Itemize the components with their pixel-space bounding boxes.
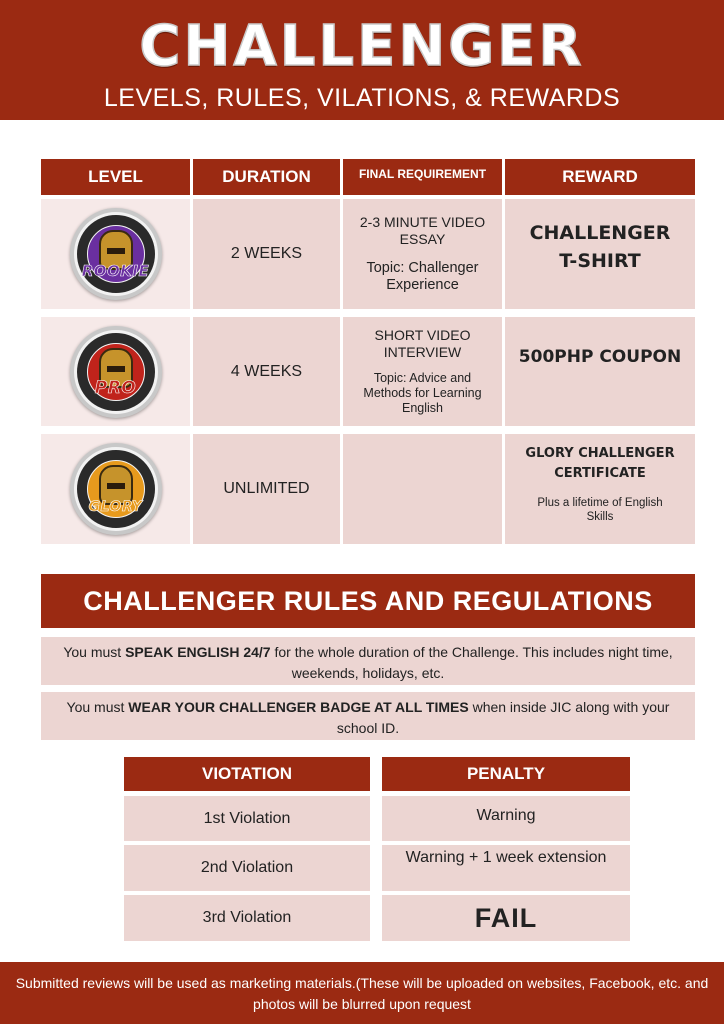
rule-emphasis: WEAR YOUR CHALLENGER BADGE AT ALL TIMES [128, 699, 469, 715]
rule-item [41, 637, 695, 685]
pro-badge-icon [70, 326, 162, 418]
violation-value: 1st Violation [203, 809, 291, 827]
rule-text: for the whole duration of the Challenge. This includes night time, weekends, holidays, etc. [270, 644, 673, 681]
rule-item [41, 692, 695, 740]
penalty-header [382, 757, 630, 791]
penalty-cell [382, 796, 630, 841]
rookie-badge-icon [70, 208, 162, 300]
levels-header-reward [505, 159, 695, 195]
penalty-cell [382, 845, 630, 891]
levels-header-label: REWARD [562, 167, 638, 186]
reward-cell [505, 317, 695, 426]
badge-word: ROOKIE [81, 262, 150, 280]
levels-header-label: LEVEL [88, 167, 143, 186]
reward-cell [505, 434, 695, 544]
requirement-topic: Topic: Advice and Methods for Learning English [363, 371, 482, 415]
levels-header-duration [193, 159, 340, 195]
requirement-cell-empty [343, 434, 502, 544]
requirement-cell [343, 317, 502, 426]
badge-word: PRO [94, 377, 137, 398]
levels-header-level [41, 159, 190, 195]
violation-value: 3rd Violation [202, 909, 292, 926]
reward-title: GLORY CHALLENGER CERTIFICATE [525, 446, 675, 481]
rule-text: when inside JIC along with your school ID. [336, 699, 670, 736]
reward-cell [505, 199, 695, 309]
requirement-title: 2-3 MINUTE VIDEO ESSAY [359, 214, 486, 247]
requirement-cell [343, 199, 502, 309]
penalty-value: Warning + 1 week extension [405, 849, 607, 866]
footer-banner [0, 962, 724, 1024]
badge-word: GLORY [88, 499, 143, 515]
requirement-topic: Topic: Challenger Experience [366, 260, 479, 293]
duration-value: 4 WEEKS [230, 362, 303, 380]
rule-text: You must [66, 699, 129, 715]
penalty-cell [382, 895, 630, 941]
violation-cell [124, 845, 370, 891]
reward-title: CHALLENGER T-SHIRT [529, 222, 671, 272]
penalty-header-label: PENALTY [466, 764, 546, 783]
duration-cell [193, 434, 340, 544]
reward-title: 500PHP COUPON [518, 347, 682, 367]
violation-value: 2nd Violation [200, 859, 294, 876]
header-banner [0, 0, 724, 120]
duration-cell [193, 199, 340, 309]
duration-cell [193, 317, 340, 426]
footer-note: Submitted reviews will be used as marketing materials.(These will be uploaded on websites, Facebook, etc. and photos will be blurred upon request [15, 975, 709, 1012]
levels-header-label: DURATION [222, 167, 311, 186]
violation-cell [124, 796, 370, 841]
levels-header-label: FINAL REQUIREMENT [358, 167, 487, 181]
level-badge-cell-glory [41, 434, 190, 544]
glory-badge-icon [70, 443, 162, 535]
violation-cell [124, 895, 370, 941]
requirement-title: SHORT VIDEO INTERVIEW [374, 327, 471, 360]
reward-note: Plus a lifetime of English Skills [537, 497, 663, 523]
rule-emphasis: SPEAK ENGLISH 24/7 [125, 644, 271, 660]
violation-header [124, 757, 370, 791]
duration-value: 2 WEEKS [230, 245, 303, 262]
level-badge-cell-rookie [41, 199, 190, 309]
page-title: CHALLENGER [139, 14, 585, 79]
rule-text: You must [63, 644, 126, 660]
penalty-value: Warning [476, 807, 536, 824]
duration-value: UNLIMITED [223, 480, 310, 497]
violation-header-label: VIOTATION [201, 764, 293, 783]
levels-header-requirement [343, 159, 502, 195]
level-badge-cell-pro [41, 317, 190, 426]
page-subtitle: LEVELS, RULES, VILATIONS, & REWARDS [103, 84, 621, 112]
rules-title: CHALLENGER RULES AND REGULATIONS [41, 574, 695, 628]
penalty-value-fail: FAIL [474, 902, 538, 933]
